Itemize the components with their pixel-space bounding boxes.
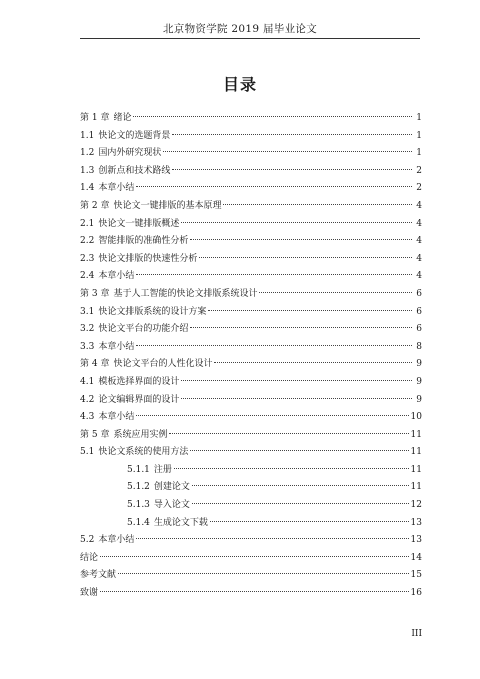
toc-entry[interactable] (80, 128, 422, 146)
toc-entry[interactable] (80, 515, 422, 533)
page-title: 目录 (222, 75, 257, 94)
toc-dot-leader (136, 345, 412, 346)
toc-entry[interactable] (80, 286, 422, 304)
toc-dot-leader (136, 186, 412, 187)
toc-dot-leader (118, 573, 409, 574)
toc-entry-page: 16 (410, 588, 422, 599)
toc-entry-page: 11 (410, 429, 422, 440)
toc-entry-number: 1.3 (80, 165, 95, 176)
toc-entry-page: 11 (410, 482, 422, 493)
toc-dot-leader (208, 310, 412, 311)
toc-entry[interactable] (80, 180, 422, 198)
toc-entry-page: 6 (416, 288, 422, 299)
toc-entry-title: 导入论文 (153, 500, 190, 511)
toc-entry[interactable] (80, 550, 422, 568)
toc-entry-title: 系统应用实例 (113, 429, 168, 440)
toc-entry-page: 6 (416, 306, 422, 317)
toc-entry-page: 2 (416, 183, 422, 194)
toc-entry[interactable] (80, 216, 422, 234)
toc-entry-number: 5.1.4 (127, 517, 150, 528)
toc-entry-number: 5.2 (80, 535, 95, 546)
toc-entry-page: 9 (416, 376, 422, 387)
table-of-contents (80, 110, 422, 603)
toc-entry-title: 参考文献 (80, 570, 117, 581)
toc-dot-leader (190, 450, 408, 451)
toc-entry-page: 1 (416, 113, 422, 123)
toc-entry-title: 生成论文下载 (153, 517, 208, 528)
toc-entry-page: 15 (410, 570, 422, 581)
toc-dot-leader (133, 116, 412, 117)
toc-dot-leader (181, 222, 412, 223)
toc-entry-page: 1 (416, 130, 422, 141)
toc-entry-number: 3.2 (80, 324, 95, 335)
toc-entry[interactable] (80, 392, 422, 410)
toc-entry[interactable] (80, 145, 422, 163)
toc-entry-title: 快论文的选题背景 (98, 130, 171, 141)
toc-entry-title: 本章小结 (98, 535, 135, 546)
toc-entry-title: 创建论文 (153, 482, 190, 493)
toc-dot-leader (172, 134, 412, 135)
toc-entry-page: 9 (416, 359, 422, 370)
toc-entry[interactable] (80, 427, 422, 445)
toc-dot-leader (223, 204, 412, 205)
toc-entry-page: 8 (416, 341, 422, 352)
toc-entry[interactable] (80, 110, 422, 128)
toc-entry[interactable] (80, 163, 422, 181)
toc-entry-title: 快论文排版系统的设计方案 (98, 306, 207, 317)
page-header: 北京物资学院 2019 届毕业论文 (163, 23, 317, 35)
toc-entry-title: 本章小结 (98, 271, 135, 282)
toc-entry[interactable] (80, 268, 422, 286)
toc-entry[interactable] (80, 567, 422, 585)
toc-entry-page: 10 (410, 412, 422, 423)
toc-entry-number: 5.1 (80, 447, 95, 458)
toc-entry[interactable] (80, 356, 422, 374)
toc-entry-page: 1 (416, 148, 422, 159)
toc-dot-leader (190, 239, 412, 240)
toc-entry-number: 2.1 (80, 218, 95, 229)
toc-dot-leader (172, 169, 412, 170)
toc-entry[interactable] (80, 497, 422, 515)
toc-entry-page: 11 (410, 447, 422, 458)
toc-entry-number: 第 4 章 (80, 359, 110, 370)
toc-entry[interactable] (80, 585, 422, 603)
toc-entry-number: 第 1 章 (80, 113, 110, 123)
toc-entry-number: 第 3 章 (80, 288, 110, 299)
toc-entry-page: 12 (410, 500, 422, 511)
toc-entry[interactable] (80, 532, 422, 550)
toc-entry-number: 第 2 章 (80, 200, 110, 211)
toc-dot-leader (190, 327, 412, 328)
toc-entry-page: 4 (416, 218, 422, 229)
toc-entry-title: 注册 (153, 464, 172, 475)
toc-entry[interactable] (80, 409, 422, 427)
toc-entry-number: 4.2 (80, 394, 95, 405)
toc-entry-title: 结论 (80, 552, 99, 563)
toc-entry-number: 1.4 (80, 183, 95, 194)
toc-entry-title: 本章小结 (98, 183, 135, 194)
toc-entry[interactable] (80, 251, 422, 269)
toc-entry-number: 5.1.3 (127, 500, 150, 511)
toc-entry-page: 4 (416, 200, 422, 211)
header-rule (80, 38, 420, 39)
toc-entry-title: 国内外研究现状 (98, 148, 162, 159)
page-number: III (411, 629, 422, 639)
toc-entry-number: 5.1.2 (127, 482, 150, 493)
toc-dot-leader (210, 521, 409, 522)
toc-entry[interactable] (80, 304, 422, 322)
toc-entry-page: 6 (416, 324, 422, 335)
toc-entry-number: 2.2 (80, 236, 95, 247)
toc-entry[interactable] (80, 321, 422, 339)
toc-entry-title: 基于人工智能的快论文排版系统设计 (113, 288, 258, 299)
toc-entry[interactable] (80, 339, 422, 357)
toc-entry-page: 4 (416, 236, 422, 247)
toc-entry-title: 论文编辑界面的设计 (98, 394, 180, 405)
toc-entry-title: 快论文平台的人性化设计 (113, 359, 213, 370)
toc-dot-leader (174, 468, 409, 469)
toc-entry-number: 5.1.1 (127, 464, 150, 475)
toc-entry[interactable] (80, 462, 422, 480)
toc-dot-leader (136, 538, 408, 539)
toc-entry-number: 3.3 (80, 341, 95, 352)
toc-entry-page: 13 (410, 535, 422, 546)
toc-entry-number: 2.4 (80, 271, 95, 282)
toc-entry[interactable] (80, 374, 422, 392)
toc-entry[interactable] (80, 198, 422, 216)
toc-entry-number: 4.1 (80, 376, 95, 387)
toc-entry-title: 致谢 (80, 588, 99, 599)
toc-dot-leader (214, 362, 412, 363)
toc-entry-number: 2.3 (80, 253, 95, 264)
toc-entry-page: 4 (416, 253, 422, 264)
toc-entry-title: 快论文排版的快速性分析 (98, 253, 198, 264)
toc-entry-number: 3.1 (80, 306, 95, 317)
toc-entry[interactable] (80, 444, 422, 462)
toc-dot-leader (181, 398, 412, 399)
toc-dot-leader (163, 151, 412, 152)
toc-dot-leader (136, 274, 412, 275)
toc-entry-title: 绪论 (113, 113, 132, 123)
toc-entry-number: 1.2 (80, 148, 95, 159)
toc-dot-leader (259, 292, 412, 293)
toc-dot-leader (100, 556, 409, 557)
toc-entry-title: 快论文平台的功能介绍 (98, 324, 189, 335)
toc-entry-number: 第 5 章 (80, 429, 110, 440)
toc-entry-title: 本章小结 (98, 341, 135, 352)
toc-dot-leader (192, 485, 409, 486)
toc-dot-leader (199, 257, 412, 258)
toc-entry-title: 本章小结 (98, 412, 135, 423)
toc-dot-leader (136, 415, 408, 416)
toc-entry-page: 9 (416, 394, 422, 405)
toc-dot-leader (192, 503, 409, 504)
toc-dot-leader (169, 433, 408, 434)
toc-entry-title: 智能排版的准确性分析 (98, 236, 189, 247)
toc-entry[interactable] (80, 479, 422, 497)
toc-entry-title: 创新点和技术路线 (98, 165, 171, 176)
toc-entry-page: 11 (410, 464, 422, 475)
toc-entry-page: 2 (416, 165, 422, 176)
toc-dot-leader (181, 380, 412, 381)
toc-dot-leader (100, 591, 409, 592)
toc-entry-title: 快论文一键排版的基本原理 (113, 200, 222, 211)
toc-entry-page: 4 (416, 271, 422, 282)
toc-entry-title: 模板选择界面的设计 (98, 376, 180, 387)
toc-entry-page: 14 (410, 552, 422, 563)
toc-entry-page: 13 (410, 517, 422, 528)
toc-entry-number: 1.1 (80, 130, 95, 141)
toc-entry-number: 4.3 (80, 412, 95, 423)
toc-entry-title: 快论文一键排版概述 (98, 218, 180, 229)
toc-entry[interactable] (80, 233, 422, 251)
toc-entry-title: 快论文系统的使用方法 (98, 447, 189, 458)
